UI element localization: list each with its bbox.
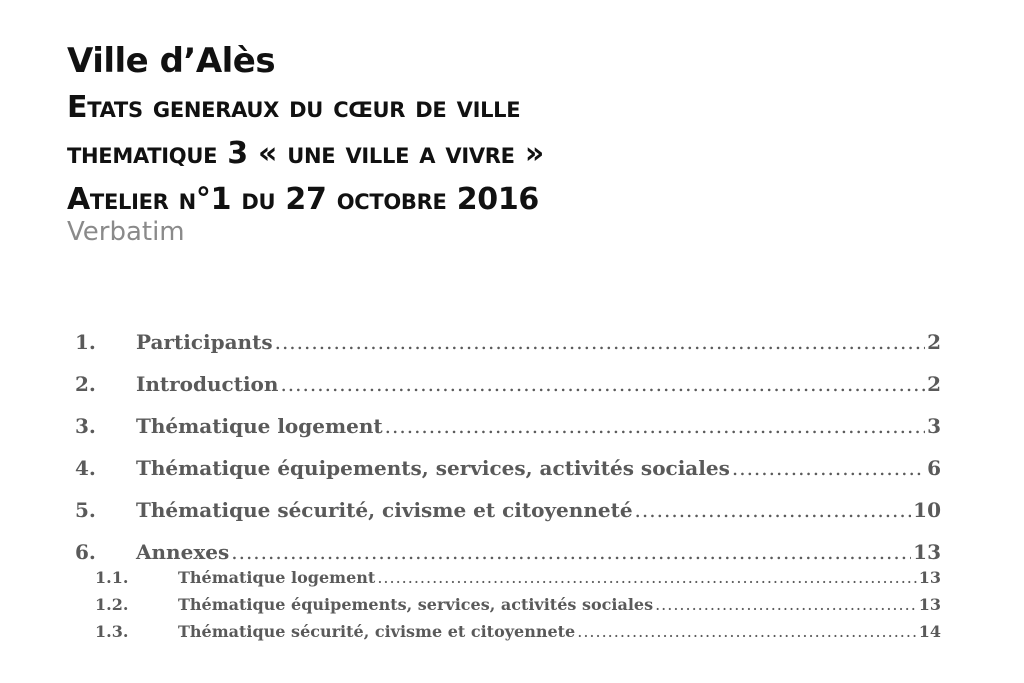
toc-entry[interactable]: [75, 456, 941, 498]
toc-subentry[interactable]: [75, 568, 941, 595]
heading-line-3-text-a: telier n°: [89, 182, 211, 217]
toc-page: 2: [927, 330, 941, 354]
heading-line-2-text-c: « une ville a vivre »: [247, 136, 544, 171]
heading-line-3-year: 2016: [456, 182, 539, 217]
toc-entry[interactable]: [75, 498, 941, 540]
heading-line-2-text-a: thematique: [67, 136, 228, 171]
toc-leader: [577, 622, 917, 641]
toc-subentry[interactable]: [75, 622, 941, 649]
toc-number: 1.3.: [95, 622, 129, 641]
heading-line-3-cap: A: [67, 182, 90, 217]
heading-line-3-day: 27: [285, 182, 327, 217]
toc-page: 3: [927, 414, 941, 438]
toc-subentry[interactable]: [75, 595, 941, 622]
toc-label: Thématique logement: [178, 568, 376, 587]
toc-label: Annexes: [136, 540, 230, 564]
toc-leader: [385, 414, 925, 438]
toc-label: Thématique équipements, services, activités sociales: [136, 456, 730, 480]
toc-label: Participants: [136, 330, 273, 354]
table-of-contents: [75, 330, 941, 649]
toc-entry[interactable]: [75, 330, 941, 372]
toc-page: 13: [918, 568, 941, 587]
toc-entry[interactable]: [75, 372, 941, 414]
toc-leader: [732, 456, 925, 480]
toc-entry[interactable]: [75, 414, 941, 456]
heading-line-2-number: 3: [227, 136, 248, 171]
toc-page: 6: [927, 456, 941, 480]
toc-page: 10: [913, 498, 941, 522]
heading-line-1-cap: E: [67, 90, 88, 125]
heading-line-1: [67, 90, 967, 125]
toc-page: 13: [918, 595, 941, 614]
toc-number: 4.: [75, 456, 96, 480]
document-header: [67, 41, 967, 247]
heading-line-3-number: 1: [210, 182, 232, 217]
toc-leader: [231, 540, 911, 564]
toc-label: Thématique équipements, services, activités sociales: [178, 595, 654, 614]
toc-leader: [377, 568, 916, 587]
toc-number: 1.1.: [95, 568, 129, 587]
toc-label: Thématique logement: [136, 414, 383, 438]
toc-number: 1.2.: [95, 595, 129, 614]
toc-number: 3.: [75, 414, 96, 438]
heading-line-3: [67, 182, 967, 217]
toc-number: 2.: [75, 372, 96, 396]
toc-page: 2: [927, 372, 941, 396]
heading-line-3-text-e: octobre: [326, 182, 457, 217]
heading-line-1-text: tats generaux du cœur de ville: [87, 90, 521, 125]
subtitle: Verbatim: [67, 217, 185, 247]
toc-label: Thématique sécurité, civisme et citoyenneté: [136, 498, 633, 522]
toc-number: 1.: [75, 330, 96, 354]
page-title: Ville d’Alès: [67, 41, 276, 81]
heading-line-2: [67, 136, 967, 171]
toc-number: 5.: [75, 498, 96, 522]
toc-number: 6.: [75, 540, 96, 564]
toc-label: Introduction: [136, 372, 279, 396]
toc-page: 13: [913, 540, 941, 564]
toc-page: 14: [918, 622, 941, 641]
toc-leader: [655, 595, 917, 614]
toc-leader: [635, 498, 912, 522]
toc-leader: [275, 330, 925, 354]
toc-label: Thématique sécurité, civisme et citoyennete: [178, 622, 576, 641]
toc-leader: [280, 372, 925, 396]
heading-line-3-text-c: du: [231, 182, 286, 217]
